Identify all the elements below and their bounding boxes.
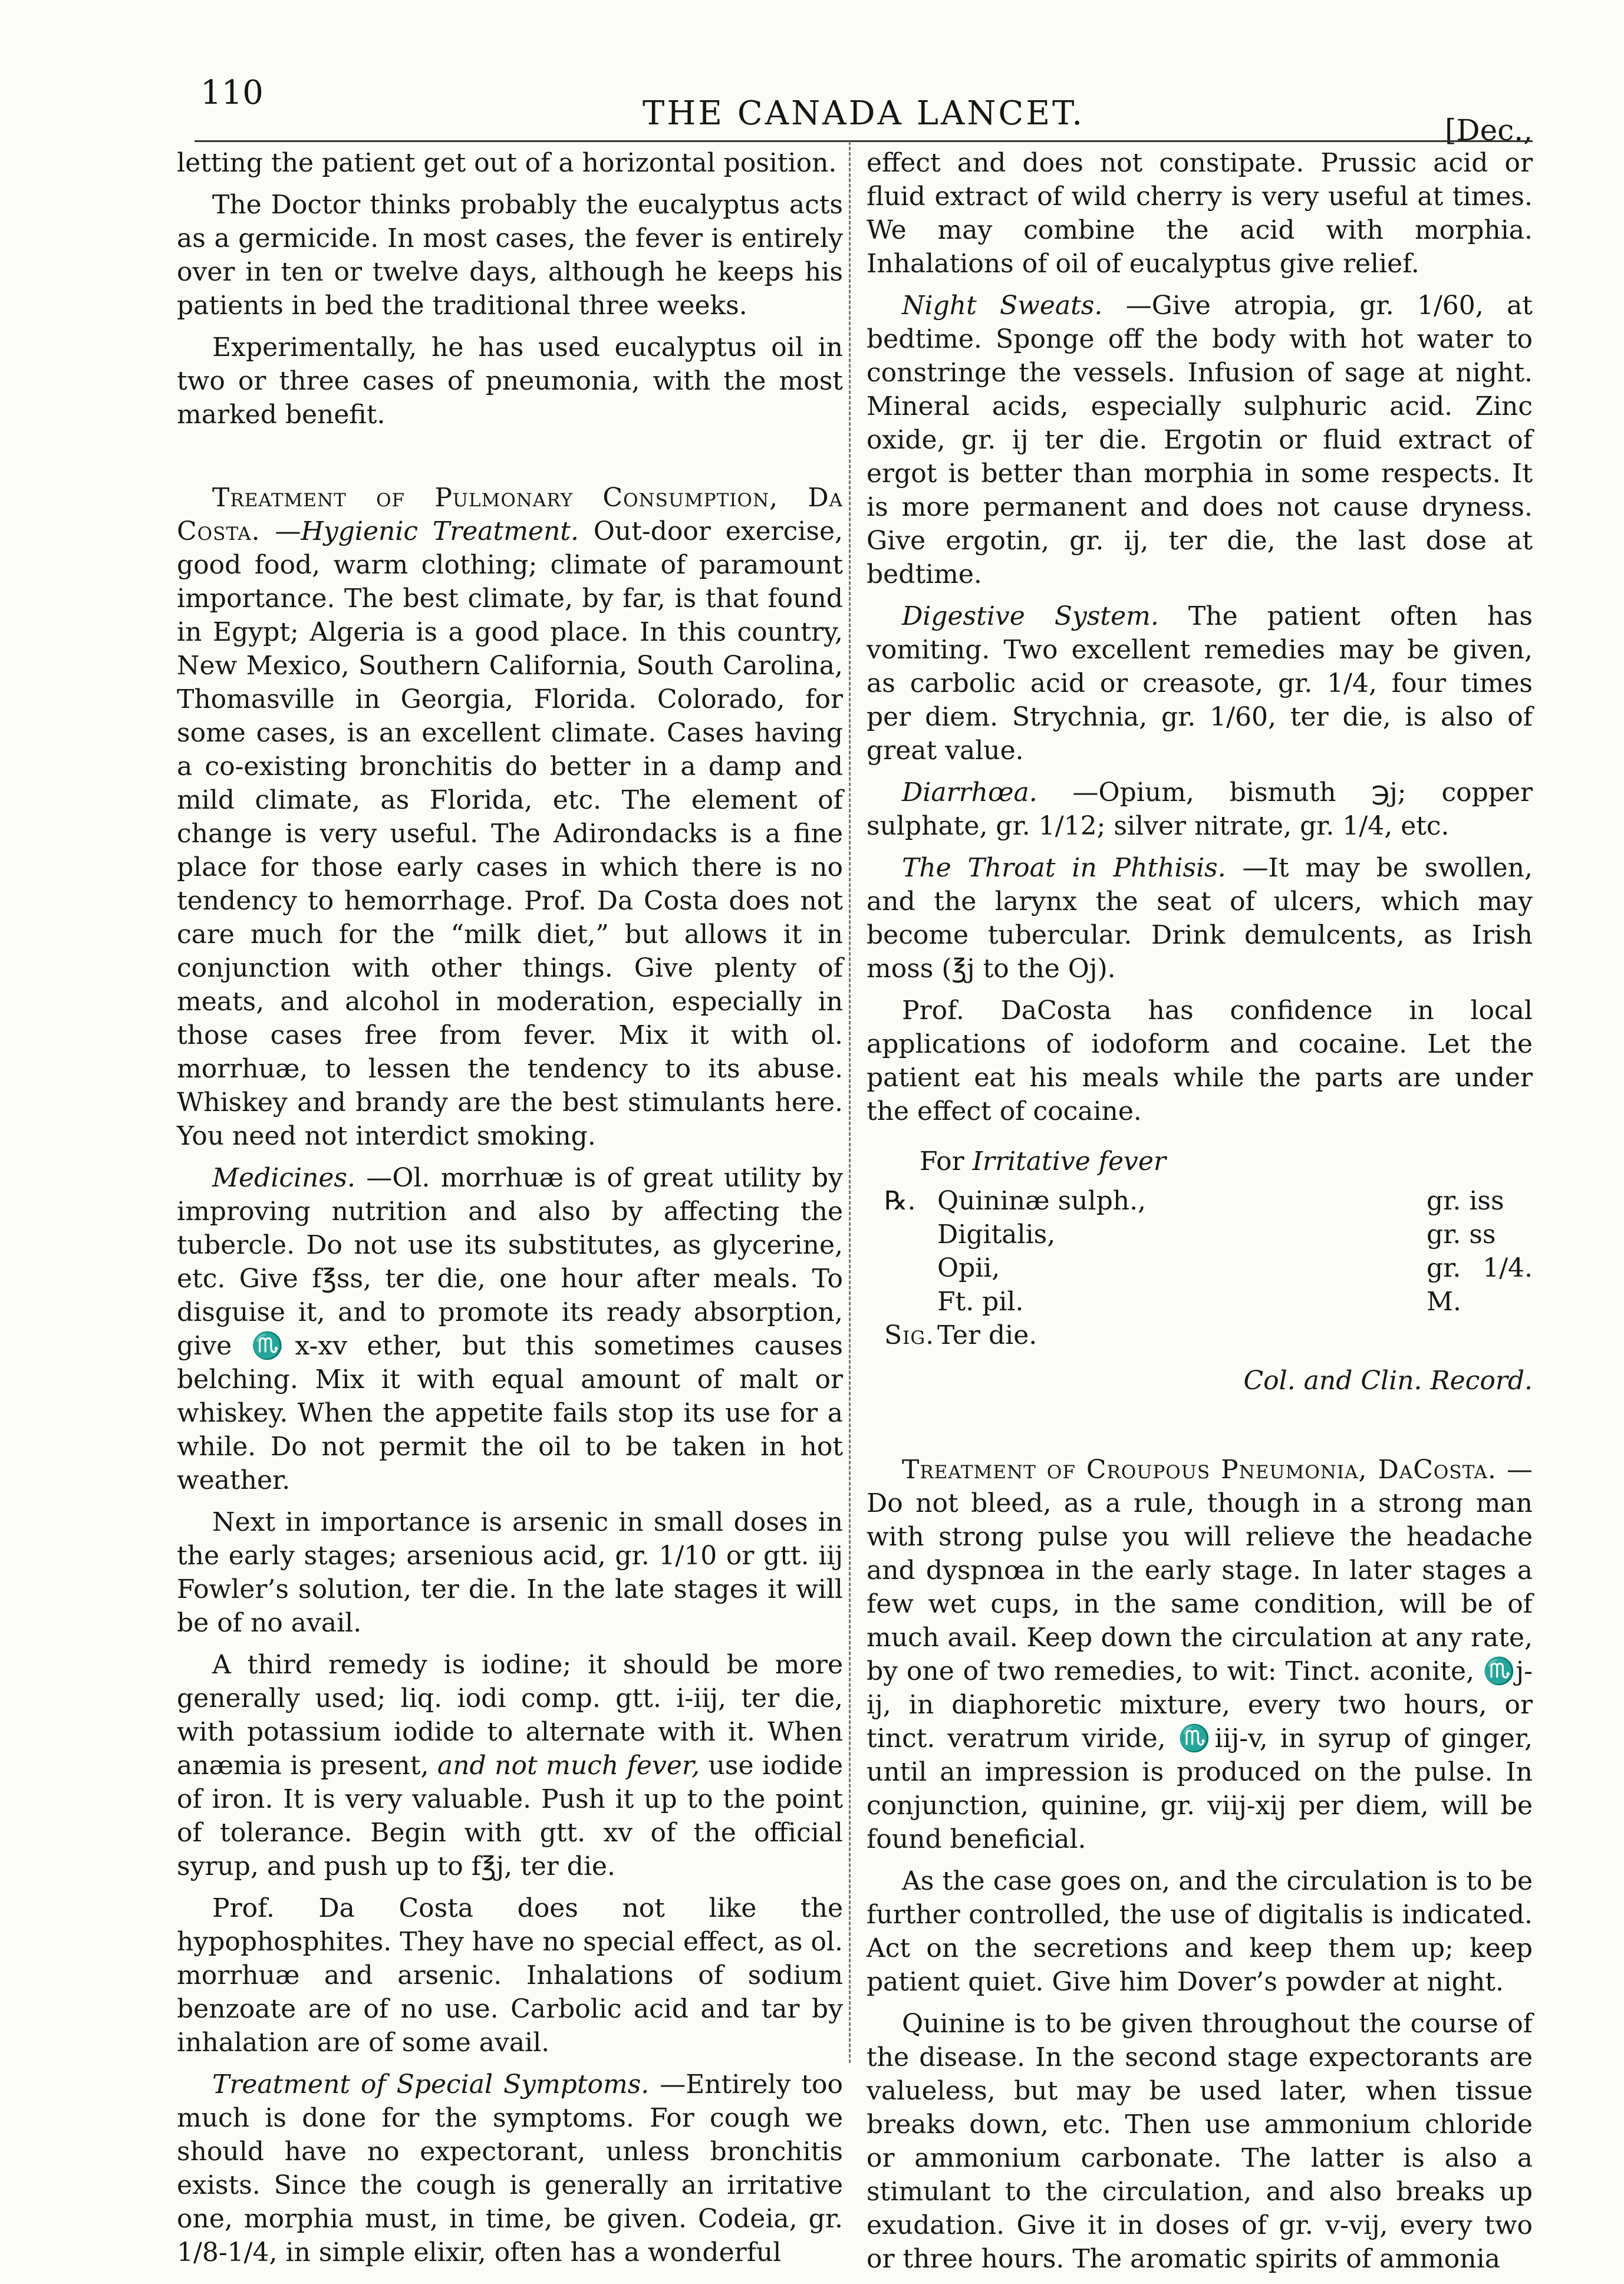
prescription-line [884,1218,1533,1251]
paragraph: Prof. Da Costa does not like the hypophosphites. They have no special effect, as ol. morrhuæ and arsenic. Inhalations of sodium benzoate are of no use. Carbolic acid and tar by inhalation are of some avail. [177,1893,843,2058]
section-heading: Treatment of Pulmonary Consumption, Da Costa. [177,483,843,546]
text-span: For [920,1146,964,1176]
header-rule [195,140,1533,142]
paragraph: Prof. DaCosta has confidence in local applications of iodoform and cocaine. Let the patient eat his meals while the parts are under the effect of cocaine. [867,996,1533,1126]
rx-dose: gr. ss [1427,1220,1496,1250]
throat-section: The Throat in Phthisis. —It may be swollen, and the larynx the seat of ulcers, which may become tubercular. Drink demulcents, as Irish moss (℥j to the Oj). [867,853,1533,984]
prescription [884,1145,1533,1398]
text-span: A third remedy is iodine; it should be more generally used; liq. iodi comp. gtt. i-iij, ter die, with potassium iodide to alternate with it. When anæmia is present, [177,1650,843,1781]
rx-dose: gr. 1/4. M. [1427,1253,1533,1317]
special-symptoms-section: Treatment of Special Symptoms. —Entirely too much is done for the symptoms. For cough we should have no expectorant, unless bronchitis exists. Since the cough is generally an irritative one, morphia must, in time, be given. Codeia, gr. 1/8-1/4, in simple elixir, often has a wonderful [177,2069,843,2267]
journal-title: THE CANADA LANCET. [642,94,1085,133]
subheading: Night Sweats. [902,291,1103,321]
section-text: It may be swollen, and the larynx the seat of ulcers, which may become tubercular. Drink demulcents, as Irish moss (℥j to the Oj). [867,853,1533,984]
subheading: Medicines. [212,1163,355,1193]
digestive-section [867,599,1533,767]
rx-dose [1427,1285,1533,1319]
emphasis: Irritative fever [972,1146,1166,1176]
prescription-intro [884,1145,1533,1178]
croupous-section: Treatment of Croupous Pneumonia, DaCosta. —Do not bleed, as a rule, though in a strong man with strong pulse you will relieve the headache and dyspnœa in the early stage. In later stages a few wet cups, in the same condition, will be of much avail. Keep down the circulation at any rate, by one of two remedies, to wit: Tinct. aconite, ♏j-ij, in diaphoretic mixture, every two hours, or tinct. veratrum viride, ♏iij-v, in syrup of ginger, until an impression is produced on the pulse. In conjunction, quinine, gr. viij-xij per diem, will be found beneficial. [867,1455,1533,1854]
subheading: Digestive System. [902,601,1159,631]
paragraph: Next in importance is arsenic in small doses in the early stages; arsenious acid, gr. 1/10 or gtt. iij Fowler’s solution, ter die. In the late stages it will be of no avail. [177,1507,843,1638]
rx-mark: ℞. [884,1186,916,1216]
text-span: use iodide of iron. It is very valuable. Push it up to the point of tolerance. Begin with gtt. xv of the official syrup, and push up to f℥j, ter die. [177,1751,843,1881]
rx-drug: Ft. pil. [937,1287,1024,1317]
diarrhoea-section: Diarrhœa. —Opium, bismuth ℈j; copper sulphate, gr. 1/12; silver nitrate, gr. 1/4, etc. [867,777,1533,841]
rx-drug: Opii, [937,1253,1000,1283]
prescription-line [884,1285,1533,1319]
rx-mark [884,1218,937,1251]
paragraph: letting the patient get out of a horizontal position. [177,148,837,178]
rx-drug: Quininæ sulph., [937,1186,1147,1216]
iodine-paragraph [177,1648,843,1883]
paragraph: Quinine is to be given throughout the course of the disease. In the second stage expectorants are valueless, but may be used later, when tissue breaks down, etc. Then use ammonium chloride or ammonium carbonate. The latter is also a stimulant to the circulation, and also breaks up exudation. Give it in doses of gr. v-vij, every two or three hours. The aromatic spirits of ammonia [867,2009,1533,2274]
rx-drug: Digitalis, [937,1220,1056,1250]
rx-dose [1427,1319,1533,1352]
medicines-section: Medicines. —Ol. morrhuæ is of great utility by improving nutrition and also by affecting the tubercle. Do not use its substitutes, as glycerine, etc. Give f℥ss, ter die, one hour after meals. To disguise it, and to promote its ready absorption, give ♏x-xv ether, but this sometimes causes belching. Mix it with equal amount of malt or whiskey. When the appetite fails stop its use for a while. Do not permit the oil to be taken in hot weather. [177,1163,843,1495]
subheading: The Throat in Phthisis. [902,853,1226,883]
section-text: Opium, bismuth ℈j; copper sulphate, gr. 1/12; silver nitrate, gr. 1/4, etc. [867,777,1533,841]
night-sweats-section: Night Sweats. —Give atropia, gr. 1/60, at bedtime. Sponge off the body with hot water to constringe the vessels. Infusion of sage at night. Mineral acids, especially sulphuric acid. Zinc oxide, gr. ij ter die. Ergotin or fluid extract of ergot is better than morphia in some respects. It is more permanent and does not cause dryness. Give ergotin, gr. ij, ter die, the last dose at bedtime. [867,291,1533,589]
rx-mark [884,1285,937,1319]
issue-label: [Dec., [1445,113,1533,147]
subheading: Treatment of Special Symptoms. [212,2069,650,2100]
subheading: Diarrhœa. [902,777,1037,808]
paragraph: effect and does not constipate. Prussic acid or fluid extract of wild cherry is very useful at times. We may combine the acid with morphia. Inhalations of oil of eucalyptus give relief. [867,148,1533,279]
prescription-line [884,1319,1533,1352]
rx-drug: Ter die. [937,1320,1037,1350]
rx-mark [884,1251,937,1285]
page-number: 110 [200,74,263,112]
right-column [867,146,1533,2284]
section-text: Do not bleed, as a rule, though in a strong man with strong pulse you will relieve the headache and dyspnœa in the early stage. In later stages a few wet cups, in the same condition, will be of much avail. Keep down the circulation at any rate, by one of two remedies, to wit: Tinct. aconite, ♏j-ij, in diaphoretic mixture, every two hours, or tinct. veratrum viride, ♏iij-v, in syrup of ginger, until an impression is produced on the pulse. In conjunction, quinine, gr. viij-xij per diem, will be found beneficial. [867,1488,1533,1854]
paragraph: Experimentally, he has used eucalyptus oil in two or three cases of pneumonia, with the most marked benefit. [177,332,843,430]
rx-dose: gr. iss [1427,1186,1504,1216]
emphasis: and not much fever, [437,1751,700,1781]
rx-mark: Sig. [884,1320,935,1350]
prescription-line [884,1184,1533,1218]
paragraph: As the case goes on, and the circulation is to be further controlled, the use of digitalis is indicated. Act on the secretions and keep them up; keep patient quiet. Give him Dover’s powder at night. [867,1866,1533,1997]
column-divider [849,141,851,2063]
section-text: The patient often has vomiting. Two excellent remedies may be given, as carbolic acid or creasote, gr. 1/4, four times per diem. Strychnia, gr. 1/60, ter die, is also of great value. [867,601,1533,766]
page-header [195,71,1533,147]
section-heading: Treatment of Croupous Pneumonia, DaCosta. [902,1455,1497,1485]
spacer [867,1412,1533,1453]
section-text: Entirely too much is done for the symptoms. For cough we should have no expectorant, unless bronchitis exists. Since the cough is generally an irritative one, morphia must, in time, be given. Codeia, gr. 1/8-1/4, in simple elixir, often has a wonderful [177,2069,843,2267]
paragraph: The Doctor thinks probably the eucalyptus acts as a germicide. In most cases, the fever is entirely over in ten or twelve days, although he keeps his patients in bed the traditional three weeks. [177,190,843,321]
consumption-section: Treatment of Pulmonary Consumption, Da Costa. —Hygienic Treatment. Out-door exercise, good food, warm clothing; climate of paramount importance. The best climate, by far, is that found in Egypt; Algeria is a good place. In this country, New Mexico, Southern California, South Carolina, Thomasville in Georgia, Florida. Colorado, for some cases, is an excellent climate. Cases having a co-existing bronchitis do better in a damp and mild climate, as Florida, etc. The element of change is very useful. The Adirondacks is a fine place for those early cases in which there is no tendency to hemorrhage. Prof. Da Costa does not care much for the “milk diet,” but allows it in conjunction with other things. Give plenty of meats, and alcohol in moderation, especially in those cases free from fever. Mix it with ol. morrhuæ, to lessen the tendency to its abuse. Whiskey and brandy are the best stimulants here. You need not interdict smoking. [177,483,843,1151]
source-citation: Col. and Clin. Record. [1243,1366,1533,1396]
left-column [177,146,843,2278]
spacer [177,440,843,481]
section-text: Out-door exercise, good food, warm clothing; climate of paramount importance. The best climate, by far, is that found in Egypt; Algeria is a good place. In this country, New Mexico, Southern California, South Carolina, Thomasville in Georgia, Florida. Colorado, for some cases, is an excellent climate. Cases having a co-existing bronchitis do better in a damp and mild climate, as Florida, etc. The element of change is very useful. The Adirondacks is a fine place for those early cases in which there is no tendency to hemorrhage. Prof. Da Costa does not care much for the “milk diet,” but allows it in conjunction with other things. Give plenty of meats, and alcohol in moderation, especially in those cases free from fever. Mix it with ol. morrhuæ, to lessen the tendency to its abuse. Whiskey and brandy are the best stimulants here. You need not interdict smoking. [177,516,843,1151]
section-text: Ol. morrhuæ is of great utility by improving nutrition and also by affecting the tubercle. Do not use its substitutes, as glycerine, etc. Give f℥ss, ter die, one hour after meals. To disguise it, and to promote its ready absorption, give ♏x-xv ether, but this sometimes causes belching. Mix it with equal amount of malt or whiskey. When the appetite fails stop its use for a while. Do not permit the oil to be taken in hot weather. [177,1163,843,1495]
section-text: Give atropia, gr. 1/60, at bedtime. Sponge off the body with hot water to constringe the vessels. Infusion of sage at night. Mineral acids, especially sulphuric acid. Zinc oxide, gr. ij ter die. Ergotin or fluid extract of ergot is better than morphia in some respects. It is more permanent and does not cause dryness. Give ergotin, gr. ij, ter die, the last dose at bedtime. [867,291,1533,589]
subheading: Hygienic Treatment. [301,516,579,546]
